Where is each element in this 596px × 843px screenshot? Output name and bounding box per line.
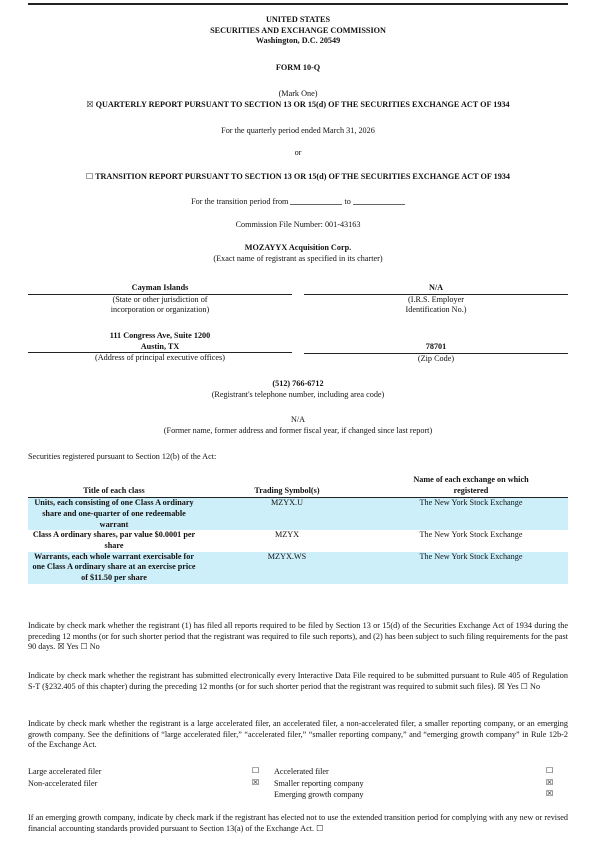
irs-label-1: (I.R.S. Employer <box>408 294 464 304</box>
quarterly-report-line <box>28 100 568 111</box>
col-exchange-line-2: registered <box>453 485 489 495</box>
commission-file-number: Commission File Number: 001-43163 <box>235 220 361 229</box>
interactive-data-paragraph: Indicate by check mark whether the registrant has submitted electronically every Interactive Data File required to be submitted pursuant to Rule 405 of Regulation S-T (§232.405 of this chapter) during the preceding 12 months (or for such shorter period that the registrant was required to submit such files). ☒ Yes ☐ No <box>28 671 568 691</box>
quarterly-checkbox[interactable]: ☒ <box>86 100 94 109</box>
table-row <box>28 530 568 551</box>
transition-period <box>28 197 568 208</box>
table-row <box>28 552 568 584</box>
non-accelerated-label: Non-accelerated filer <box>28 779 98 788</box>
exchange-name: The New York Stock Exchange <box>419 530 523 540</box>
exchange-name: The New York Stock Exchange <box>374 498 568 530</box>
address-line-1: 111 Congress Ave, Suite 1200 <box>109 331 211 340</box>
large-accelerated-label: Large accelerated filer <box>28 767 102 776</box>
former-name-block <box>28 415 568 436</box>
transition-report-line <box>28 172 568 183</box>
irs-block <box>304 283 568 316</box>
phone-value: (512) 766-6712 <box>272 379 324 388</box>
col-exchange <box>374 475 568 498</box>
class-title: Warrants, each whole warrant exercisable for one Class A ordinary share at an exercise price of $11.50 per share <box>28 552 200 584</box>
jurisdiction-label-1: (State or other jurisdiction of <box>112 294 208 304</box>
class-title: Units, each consisting of one Class A ordinary share and one-quarter of one redeemable warrant <box>28 498 200 530</box>
emerging-growth-checkbox[interactable]: ☒ <box>546 789 554 798</box>
form-type: FORM 10-Q <box>275 63 321 72</box>
former-name-label: (Former name, former address and former fiscal year, if changed since last report) <box>163 425 433 435</box>
exchange-name: The New York Stock Exchange <box>374 552 568 584</box>
cover-heading <box>28 15 568 47</box>
class-title: Class A ordinary shares, par value $0.0001 per share <box>32 530 196 550</box>
filer-status-paragraph: Indicate by check mark whether the registrant is a large accelerated filer, an accelerated filer, a non-accelerated filer, a smaller reporting company, or an emerging growth company. See the definitions of “large accelerated filer,” “accelerated filer,” “smaller reporting company,” and “emerging growth company” in Rule 12b-2 of the Exchange Act. <box>28 719 568 750</box>
irs-label-2: Identification No.) <box>405 305 467 315</box>
smaller-reporting-label: Smaller reporting company <box>274 779 364 788</box>
col-trading-symbol: Trading Symbol(s) <box>200 475 374 498</box>
transition-to-label: to <box>344 197 351 206</box>
transition-checkbox[interactable]: ☐ <box>85 172 94 181</box>
transition-election-paragraph: If an emerging growth company, indicate by check mark if the registrant has elected not to use the extended transition period for complying with any new or revised financial accounting standards provided pursuant to Section 13(a) of the Exchange Act. ☐ <box>28 813 568 833</box>
securities-table <box>28 475 568 584</box>
transition-from-blank[interactable] <box>290 204 342 205</box>
address-line-2: Austin, TX <box>28 342 292 354</box>
col-title-of-class: Title of each class <box>28 475 200 498</box>
phone-label: (Registrant's telephone number, including area code) <box>211 389 385 399</box>
jurisdiction-block <box>28 283 292 316</box>
jurisdiction-label-2: incorporation or organization) <box>110 305 210 315</box>
transition-from-label: For the transition period from <box>191 197 289 206</box>
phone-block <box>28 379 568 400</box>
top-rule <box>28 3 568 5</box>
col-exchange-line-1: Name of each exchange on which <box>413 475 529 484</box>
accelerated-checkbox[interactable]: ☐ <box>546 766 554 775</box>
transition-report: TRANSITION REPORT PURSUANT TO SECTION 13 OR 15(d) OF THE SECURITIES EXCHANGE ACT OF 1934 <box>95 172 510 181</box>
zip-label: (Zip Code) <box>417 353 455 363</box>
securities-header-row <box>28 475 568 498</box>
irs-value: N/A <box>304 283 568 295</box>
registrant-name-note: (Exact name of registrant as specified in its charter) <box>213 254 383 263</box>
trading-symbol: MZYX <box>274 530 300 540</box>
or-separator: or <box>294 148 302 157</box>
accelerated-label: Accelerated filer <box>274 767 329 776</box>
emerging-growth-label: Emerging growth company <box>274 790 364 799</box>
large-accelerated-checkbox[interactable]: ☐ <box>252 766 260 775</box>
former-name-value: N/A <box>290 415 306 424</box>
quarterly-period: For the quarterly period ended March 31, 2026 <box>221 126 375 135</box>
securities-table-wrap <box>28 475 568 584</box>
securities-intro: Securities registered pursuant to Section 12(b) of the Act: <box>28 452 217 461</box>
city: Washington, D.C. 20549 <box>255 36 341 46</box>
reports-filed-paragraph: Indicate by check mark whether the registrant (1) has filed all reports required to be filed by Section 13 or 15(d) of the Securities Exchange Act of 1934 during the preceding 12 months (or for such shorter period that the registrant was required to file such reports), and (2) has been subject to such filing requirements for the past 90 days. ☒ Yes ☐ No <box>28 621 568 652</box>
jurisdiction-value: Cayman Islands <box>28 283 292 295</box>
trading-symbol: MZYX.WS <box>200 552 374 584</box>
mark-one: (Mark One) <box>278 89 318 98</box>
zip-value: 78701 <box>304 342 568 354</box>
trading-symbol: MZYX.U <box>200 498 374 530</box>
transition-to-blank[interactable] <box>353 204 405 205</box>
zip-block <box>304 342 568 364</box>
address-label: (Address of principal executive offices) <box>95 353 225 363</box>
non-accelerated-checkbox[interactable]: ☒ <box>252 778 260 787</box>
quarterly-report: QUARTERLY REPORT PURSUANT TO SECTION 13 OR 15(d) OF THE SECURITIES EXCHANGE ACT OF 1934 <box>95 100 510 109</box>
registrant-name: MOZAYYX Acquisition Corp. <box>244 243 352 252</box>
country: UNITED STATES <box>265 15 331 24</box>
commission: SECURITIES AND EXCHANGE COMMISSION <box>210 25 386 35</box>
table-row <box>28 498 568 530</box>
smaller-reporting-checkbox[interactable]: ☒ <box>546 778 554 787</box>
address-block <box>28 331 292 364</box>
